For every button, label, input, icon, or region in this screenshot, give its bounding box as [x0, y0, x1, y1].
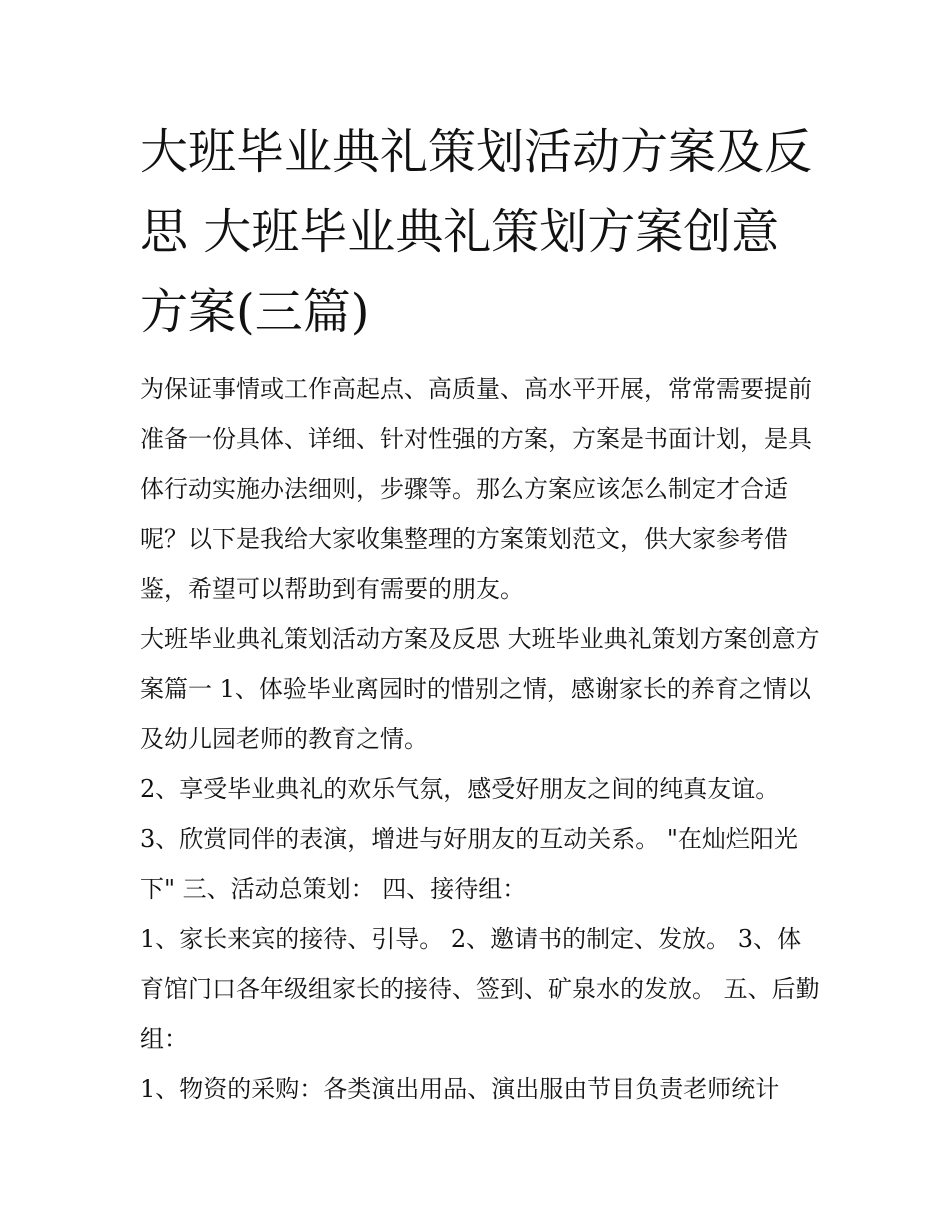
list-item-3: 3、欣赏同伴的表演，增进与好朋友的互动关系。 "在灿烂阳光下" 三、活动总策划： 四、接待组：	[140, 825, 798, 903]
reception-group-paragraph: 1、家长来宾的接待、引导。 2、邀请书的制定、发放。 3、体育馆门口各年级组家长的接待、签到、矿泉水的发放。 五、后勤组：	[140, 925, 820, 1053]
list-item-2: 2、享受毕业典礼的欢乐气氛，感受好朋友之间的纯真友谊。	[140, 775, 780, 803]
intro-paragraph: 为保证事情或工作高起点、高质量、高水平开展，常常需要提前准备一份具体、详细、针对性强的方案，方案是书面计划，是具体行动实施办法细则，步骤等。那么方案应该怎么制定才合适呢？以下是我给大家收集整理的方案策划范文，供大家参考借鉴，希望可以帮助到有需要的朋友。	[140, 375, 812, 603]
logistics-paragraph: 1、物资的采购：各类演出用品、演出服由节目负责老师统计	[140, 1075, 780, 1103]
document-title: 大班毕业典礼策划活动方案及反思 大班毕业典礼策划方案创意方案(三篇)	[140, 124, 813, 340]
section-one-paragraph: 大班毕业典礼策划活动方案及反思 大班毕业典礼策划方案创意方案篇一 1、体验毕业离园时的惜别之情，感谢家长的养育之情以及幼儿园老师的教育之情。	[140, 625, 820, 753]
document-page	[140, 112, 820, 1114]
